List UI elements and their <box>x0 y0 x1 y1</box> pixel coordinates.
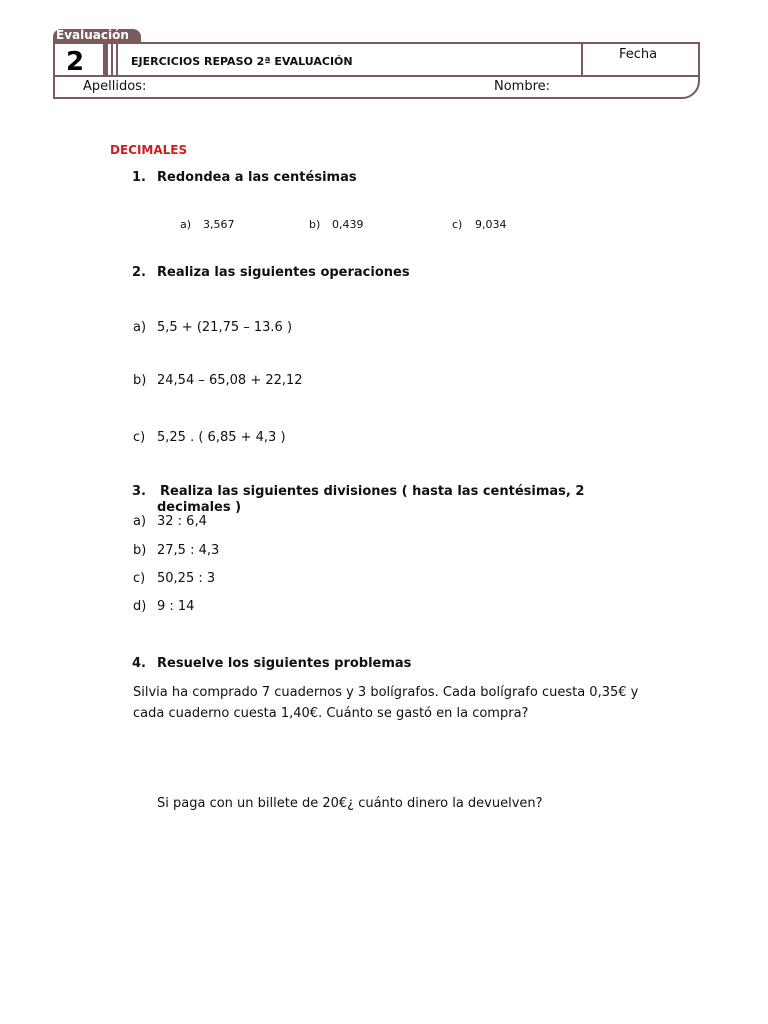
nombre-label: Nombre: <box>494 79 551 94</box>
q2-item-value: 5,5 + (21,75 – 13.6 ) <box>157 320 293 335</box>
q2-number: 2. <box>132 265 146 280</box>
q2-item-label: a) <box>133 320 147 335</box>
q3-text-line1: Realiza las siguientes divisiones ( hasta las centésimas, 2 <box>160 484 585 499</box>
q3-item-value: 32 : 6,4 <box>157 514 207 529</box>
fecha-divider <box>581 44 583 75</box>
header-box <box>53 42 700 99</box>
q3-item-label: c) <box>133 571 146 586</box>
q2-item-value: 5,25 . ( 6,85 + 4,3 ) <box>157 430 286 445</box>
header-bar-thin-2 <box>116 44 118 75</box>
q2-item-label: c) <box>133 430 146 445</box>
apellidos-label: Apellidos: <box>83 79 147 94</box>
q1-item-label: a) <box>180 218 192 231</box>
evaluation-number: 2 <box>66 47 85 77</box>
q1-item-value: 9,034 <box>475 218 507 231</box>
worksheet-title: EJERCICIOS REPASO 2ª EVALUACIÓN <box>131 55 353 68</box>
header-divider <box>55 75 698 77</box>
q3-item-label: d) <box>133 599 147 614</box>
q4-followup: Si paga con un billete de 20€¿ cuánto dinero la devuelven? <box>157 796 543 811</box>
q3-item-value: 9 : 14 <box>157 599 195 614</box>
fecha-label: Fecha <box>619 47 658 62</box>
q3-item-label: a) <box>133 514 147 529</box>
q2-item-label: b) <box>133 373 147 388</box>
q4-number: 4. <box>132 656 146 671</box>
q3-number: 3. <box>132 484 146 499</box>
q3-text-line2: decimales ) <box>157 500 242 515</box>
q1-item-label: b) <box>309 218 321 231</box>
header-bar-thin <box>111 44 113 75</box>
q1-text: Redondea a las centésimas <box>157 170 357 185</box>
q4-problem-line2: cada cuaderno cuesta 1,40€. Cuánto se gastó en la compra? <box>133 706 529 721</box>
q2-item-value: 24,54 – 65,08 + 22,12 <box>157 373 303 388</box>
section-title: DECIMALES <box>110 143 188 157</box>
q4-text: Resuelve los siguientes problemas <box>157 656 412 671</box>
q1-item-value: 3,567 <box>203 218 235 231</box>
q2-text: Realiza las siguientes operaciones <box>157 265 410 280</box>
evaluation-tab-label: Evaluación <box>56 28 129 42</box>
q3-item-label: b) <box>133 543 147 558</box>
q4-problem-line1: Silvia ha comprado 7 cuadernos y 3 bolígrafos. Cada bolígrafo cuesta 0,35€ y <box>133 685 639 700</box>
q3-item-value: 50,25 : 3 <box>157 571 216 586</box>
q3-item-value: 27,5 : 4,3 <box>157 543 220 558</box>
q1-number: 1. <box>132 170 146 185</box>
q1-item-label: c) <box>452 218 463 231</box>
q1-item-value: 0,439 <box>332 218 364 231</box>
header-bar-thick <box>103 44 108 75</box>
